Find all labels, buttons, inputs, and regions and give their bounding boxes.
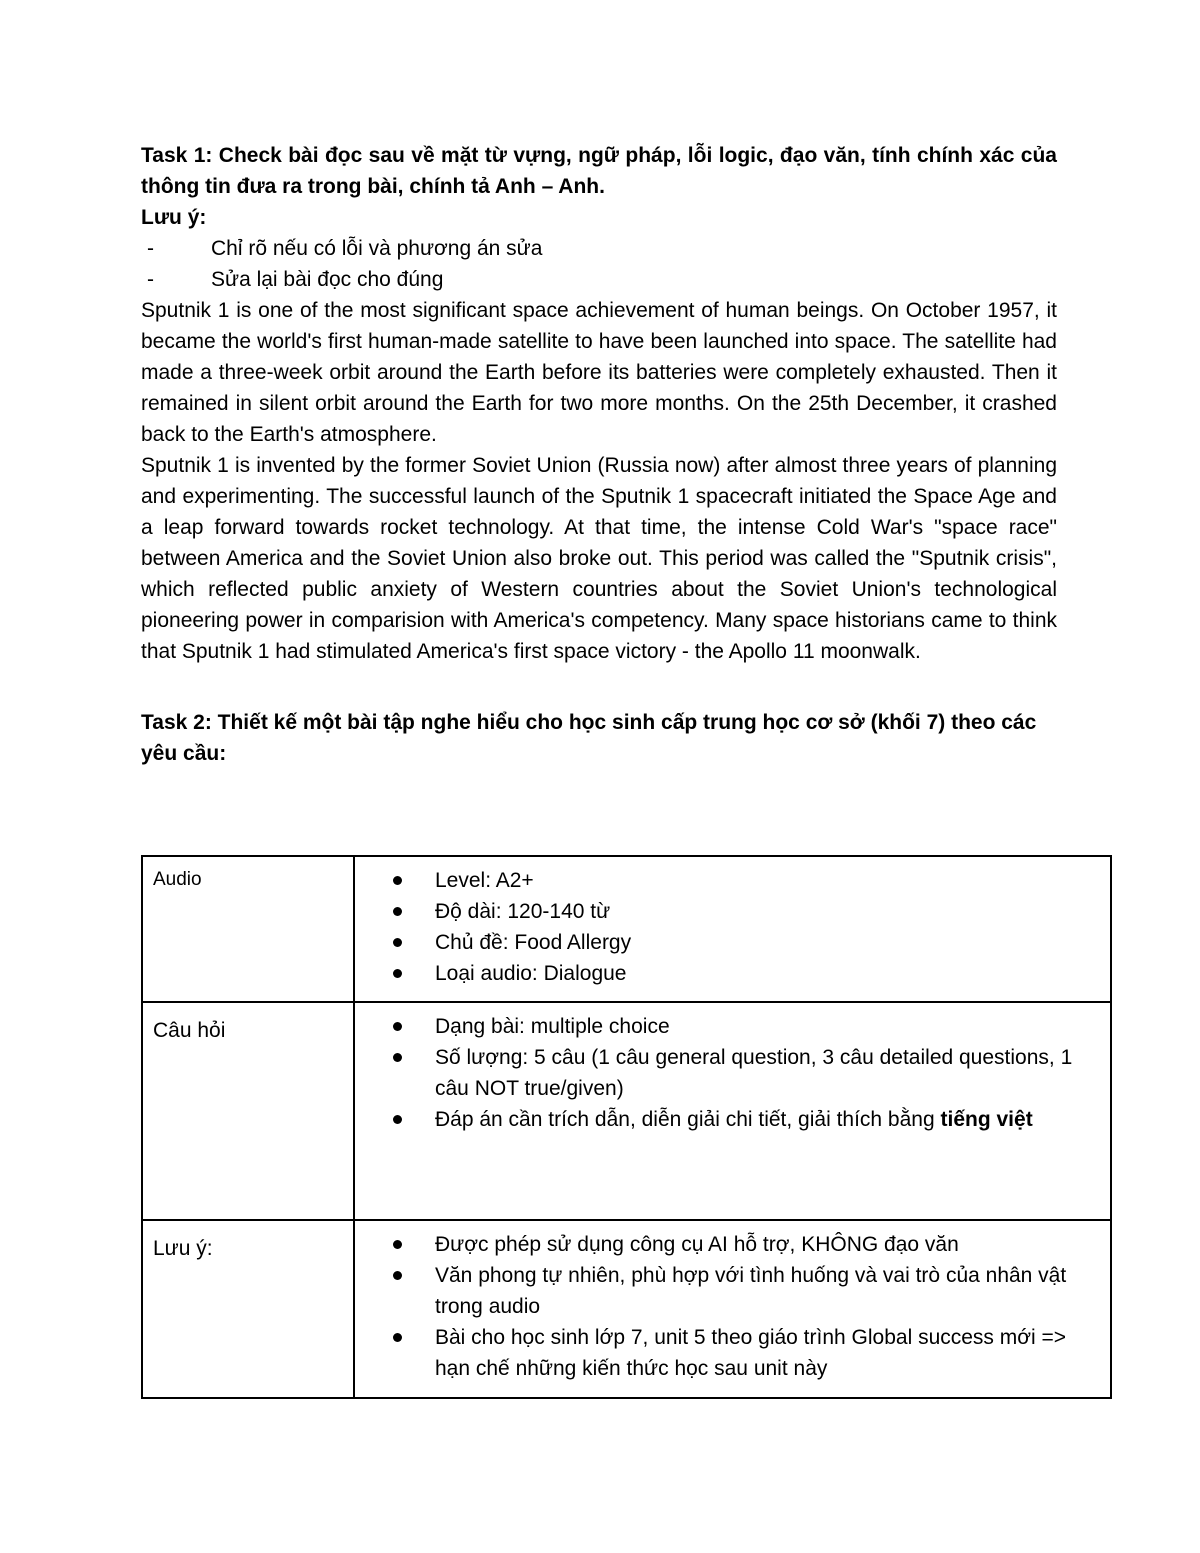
list-item <box>379 1229 1090 1260</box>
task1-note-item <box>141 233 1057 264</box>
list-item <box>379 927 1090 958</box>
row-content-cell <box>354 1220 1111 1398</box>
bullet-dot-icon <box>393 1053 402 1062</box>
row-label-cell <box>142 856 354 1002</box>
reading-paragraph-1: Sputnik 1 is one of the most significant space achievement of human beings. On October 1957, it became the world's first human-made satellite to have been launched into space. The satellite had made a three-week orbit around the Earth before its batteries were completely exhausted. Then it remained in silent orbit around the Earth for two more months. On the 25th December, it crashed back to the Earth's atmosphere. <box>141 299 1057 446</box>
document-page <box>141 140 1057 769</box>
list-item-text: Bài cho học sinh lớp 7, unit 5 theo giáo trình Global success mới => hạn chế những kiến thức học sau unit này <box>435 1326 1067 1380</box>
table-row-audio <box>142 856 1111 1002</box>
task1-title: Task 1: Check bài đọc sau về mặt từ vựng, ngữ pháp, lỗi logic, đạo văn, tính chính xác của thông tin đưa ra trong bài, chính tả Anh – Anh. <box>141 144 1057 198</box>
list-item <box>379 865 1090 896</box>
list-item <box>379 1322 1090 1384</box>
task1-note-text: Chỉ rõ nếu có lỗi và phương án sửa <box>211 237 543 260</box>
row-label-questions: Câu hỏi <box>153 1019 226 1042</box>
row-content-cell <box>354 856 1111 1002</box>
list-item-text: Văn phong tự nhiên, phù hợp với tình huống và vai trò của nhân vật trong audio <box>435 1264 1067 1318</box>
bullet-dot-icon <box>393 1240 402 1249</box>
row-label-audio: Audio <box>153 869 202 890</box>
list-item <box>379 1260 1090 1322</box>
list-item <box>379 896 1090 927</box>
list-item-text: Level: A2+ <box>435 869 534 892</box>
row-content-cell <box>354 1002 1111 1220</box>
list-item <box>379 1104 1090 1135</box>
requirements-table <box>141 855 1112 1399</box>
list-item-text: Loại audio: Dialogue <box>435 962 627 985</box>
task1-note-item <box>141 264 1057 295</box>
list-item-text: Chủ đề: Food Allergy <box>435 931 632 954</box>
task1-note-text: Sửa lại bài đọc cho đúng <box>211 268 444 291</box>
question-requirements-list <box>379 1011 1090 1135</box>
bullet-dot-icon <box>393 938 402 947</box>
reading-paragraph-2: Sputnik 1 is invented by the former Soviet Union (Russia now) after almost three years of planning and experimenting. The successful launch of the Sputnik 1 spacecraft initiated the Space Age and a leap forward towards rocket technology. At that time, the intense Cold War's "space race" between America and the Soviet Union also broke out. This period was called the "Sputnik crisis", which reflected public anxiety of Western countries about the Soviet Union's technological pioneering power in comparision with America's competency. Many space historians came to think that Sputnik 1 had stimulated America's first space victory - the Apollo 11 moonwalk. <box>141 454 1057 663</box>
list-item <box>379 1011 1090 1042</box>
bullet-dot-icon <box>393 1115 402 1124</box>
bullet-dot-icon <box>393 1022 402 1031</box>
note-requirements-list <box>379 1229 1090 1384</box>
table-row-notes <box>142 1220 1111 1398</box>
table-row-questions <box>142 1002 1111 1220</box>
bold-emphasis-text: tiếng việt <box>940 1108 1033 1131</box>
list-item-text: Độ dài: 120-140 từ <box>435 900 611 923</box>
row-label-notes: Lưu ý: <box>153 1237 213 1260</box>
task1-note-label: Lưu ý: <box>141 206 207 229</box>
bullet-dot-icon <box>393 1333 402 1342</box>
list-item-text: Được phép sử dụng công cụ AI hỗ trợ, KHÔNG đạo văn <box>435 1233 959 1256</box>
list-item-text: Dạng bài: multiple choice <box>435 1015 670 1038</box>
list-item-text: Đáp án cần trích dẫn, diễn giải chi tiết, giải thích bằng <box>435 1108 941 1131</box>
bullet-dot-icon <box>393 876 402 885</box>
bullet-dot-icon <box>393 1271 402 1280</box>
row-label-cell <box>142 1220 354 1398</box>
task1-notes-list <box>141 233 1057 295</box>
audio-requirements-list <box>379 865 1090 989</box>
bullet-dot-icon <box>393 907 402 916</box>
dash-bullet-icon: - <box>147 237 154 260</box>
list-item <box>379 1042 1090 1104</box>
bullet-dot-icon <box>393 969 402 978</box>
list-item-text: Số lượng: 5 câu (1 câu general question, 3 câu detailed questions, 1 câu NOT true/given) <box>435 1046 1073 1100</box>
row-label-cell <box>142 1002 354 1220</box>
list-item <box>379 958 1090 989</box>
task2-title: Task 2: Thiết kế một bài tập nghe hiểu cho học sinh cấp trung học cơ sở (khối 7) theo các yêu cầu: <box>141 711 1037 765</box>
dash-bullet-icon: - <box>147 268 154 291</box>
